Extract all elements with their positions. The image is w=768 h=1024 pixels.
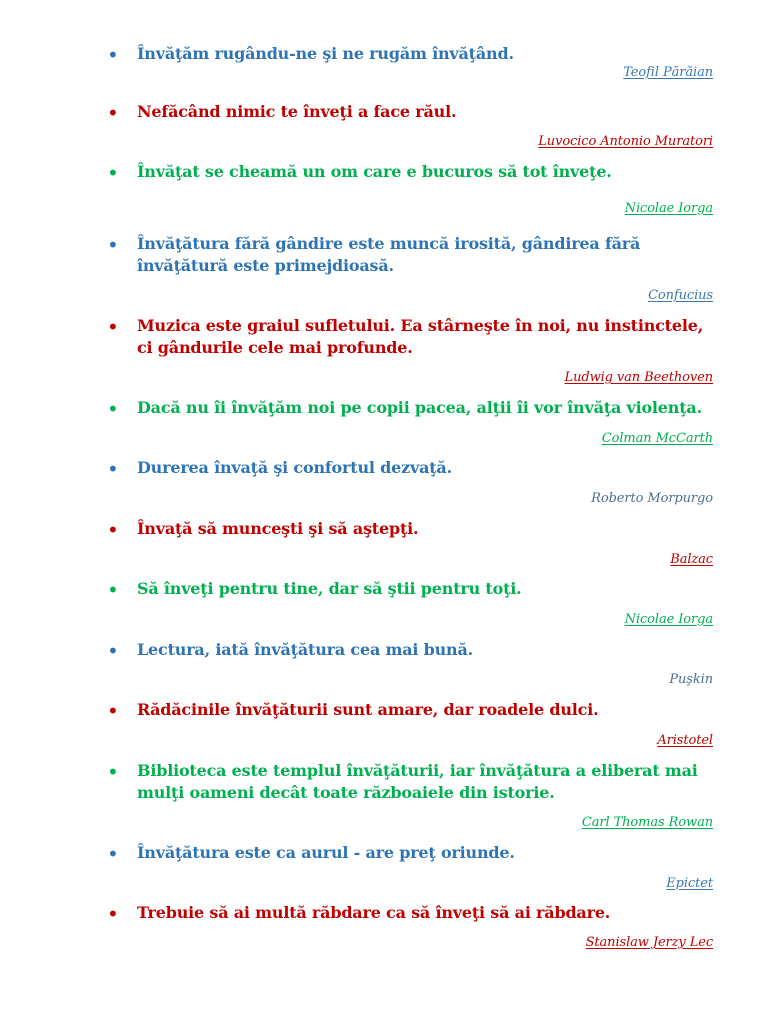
quote-author[interactable]: Colman McCarth [601, 431, 713, 446]
bullet-icon: • [107, 842, 119, 866]
quote-text: Învăţăm rugându-ne şi ne rugăm învăţând. [137, 44, 514, 63]
bullet-icon: • [107, 699, 119, 723]
bullet-icon: • [107, 518, 119, 542]
quote-text: Dacă nu îi învăţăm noi pe copii pacea, alţii îi vor învăţa violenţa. [137, 398, 702, 417]
quote-author[interactable]: Nicolae Iorga [624, 612, 713, 627]
quote-author[interactable]: Aristotel [657, 733, 713, 748]
quote-author[interactable]: Teofil Părăian [623, 65, 713, 80]
quote-author[interactable]: Stanislaw Jerzy Lec [585, 935, 713, 950]
quote-author[interactable]: Carl Thomas Rowan [581, 815, 713, 830]
quote-text: Să înveţi pentru tine, dar să ştii pentru toţi. [137, 579, 522, 598]
quote-text: Lectura, iată învăţătura cea mai bună. [137, 640, 474, 659]
quote-author: Roberto Morpurgo [591, 491, 713, 506]
quote-text: Muzica este graiul sufletului. Ea stârneşte în noi, nu instinctele, ci gândurile cele mai profunde. [137, 316, 704, 357]
quote-author[interactable]: Balzac [670, 552, 713, 567]
quote-text: Trebuie să ai multă răbdare ca să înveţi să ai răbdare. [137, 903, 611, 922]
quote-text: Învăţătura fără gândire este muncă irosită, gândirea fără învăţătură este primejdioasă. [137, 234, 641, 275]
quote-author[interactable]: Confucius [648, 288, 713, 303]
bullet-icon: • [107, 760, 119, 784]
bullet-icon: • [107, 43, 119, 67]
quote-text: Biblioteca este templul învăţăturii, iar învăţătura a eliberat mai mulţi oameni decât toate războaiele din istorie. [137, 761, 698, 802]
quote-text: Durerea învaţă şi confortul dezvaţă. [137, 458, 452, 477]
bullet-icon: • [107, 578, 119, 602]
bullet-icon: • [107, 639, 119, 663]
quote-text: Învăţat se cheamă un om care e bucuros să tot înveţe. [137, 162, 612, 181]
quote-author[interactable]: Epictet [666, 876, 713, 891]
bullet-icon: • [107, 101, 119, 125]
quote-text: Învaţă să munceşti şi să aştepţi. [137, 519, 419, 538]
bullet-icon: • [107, 233, 119, 257]
bullet-icon: • [107, 457, 119, 481]
quote-text: Învăţătura este ca aurul - are preţ oriunde. [137, 843, 515, 862]
quote-text: Nefăcând nimic te înveţi a face răul. [137, 102, 457, 121]
quote-author[interactable]: Luvocico Antonio Muratori [538, 134, 713, 149]
quote-author[interactable]: Ludwig van Beethoven [564, 370, 713, 385]
quote-author[interactable]: Nicolae Iorga [624, 201, 713, 216]
bullet-icon: • [107, 315, 119, 339]
bullet-icon: • [107, 902, 119, 926]
quote-author: Puşkin [669, 672, 713, 687]
quote-text: Rădăcinile învăţăturii sunt amare, dar roadele dulci. [137, 700, 599, 719]
bullet-icon: • [107, 161, 119, 185]
bullet-icon: • [107, 397, 119, 421]
